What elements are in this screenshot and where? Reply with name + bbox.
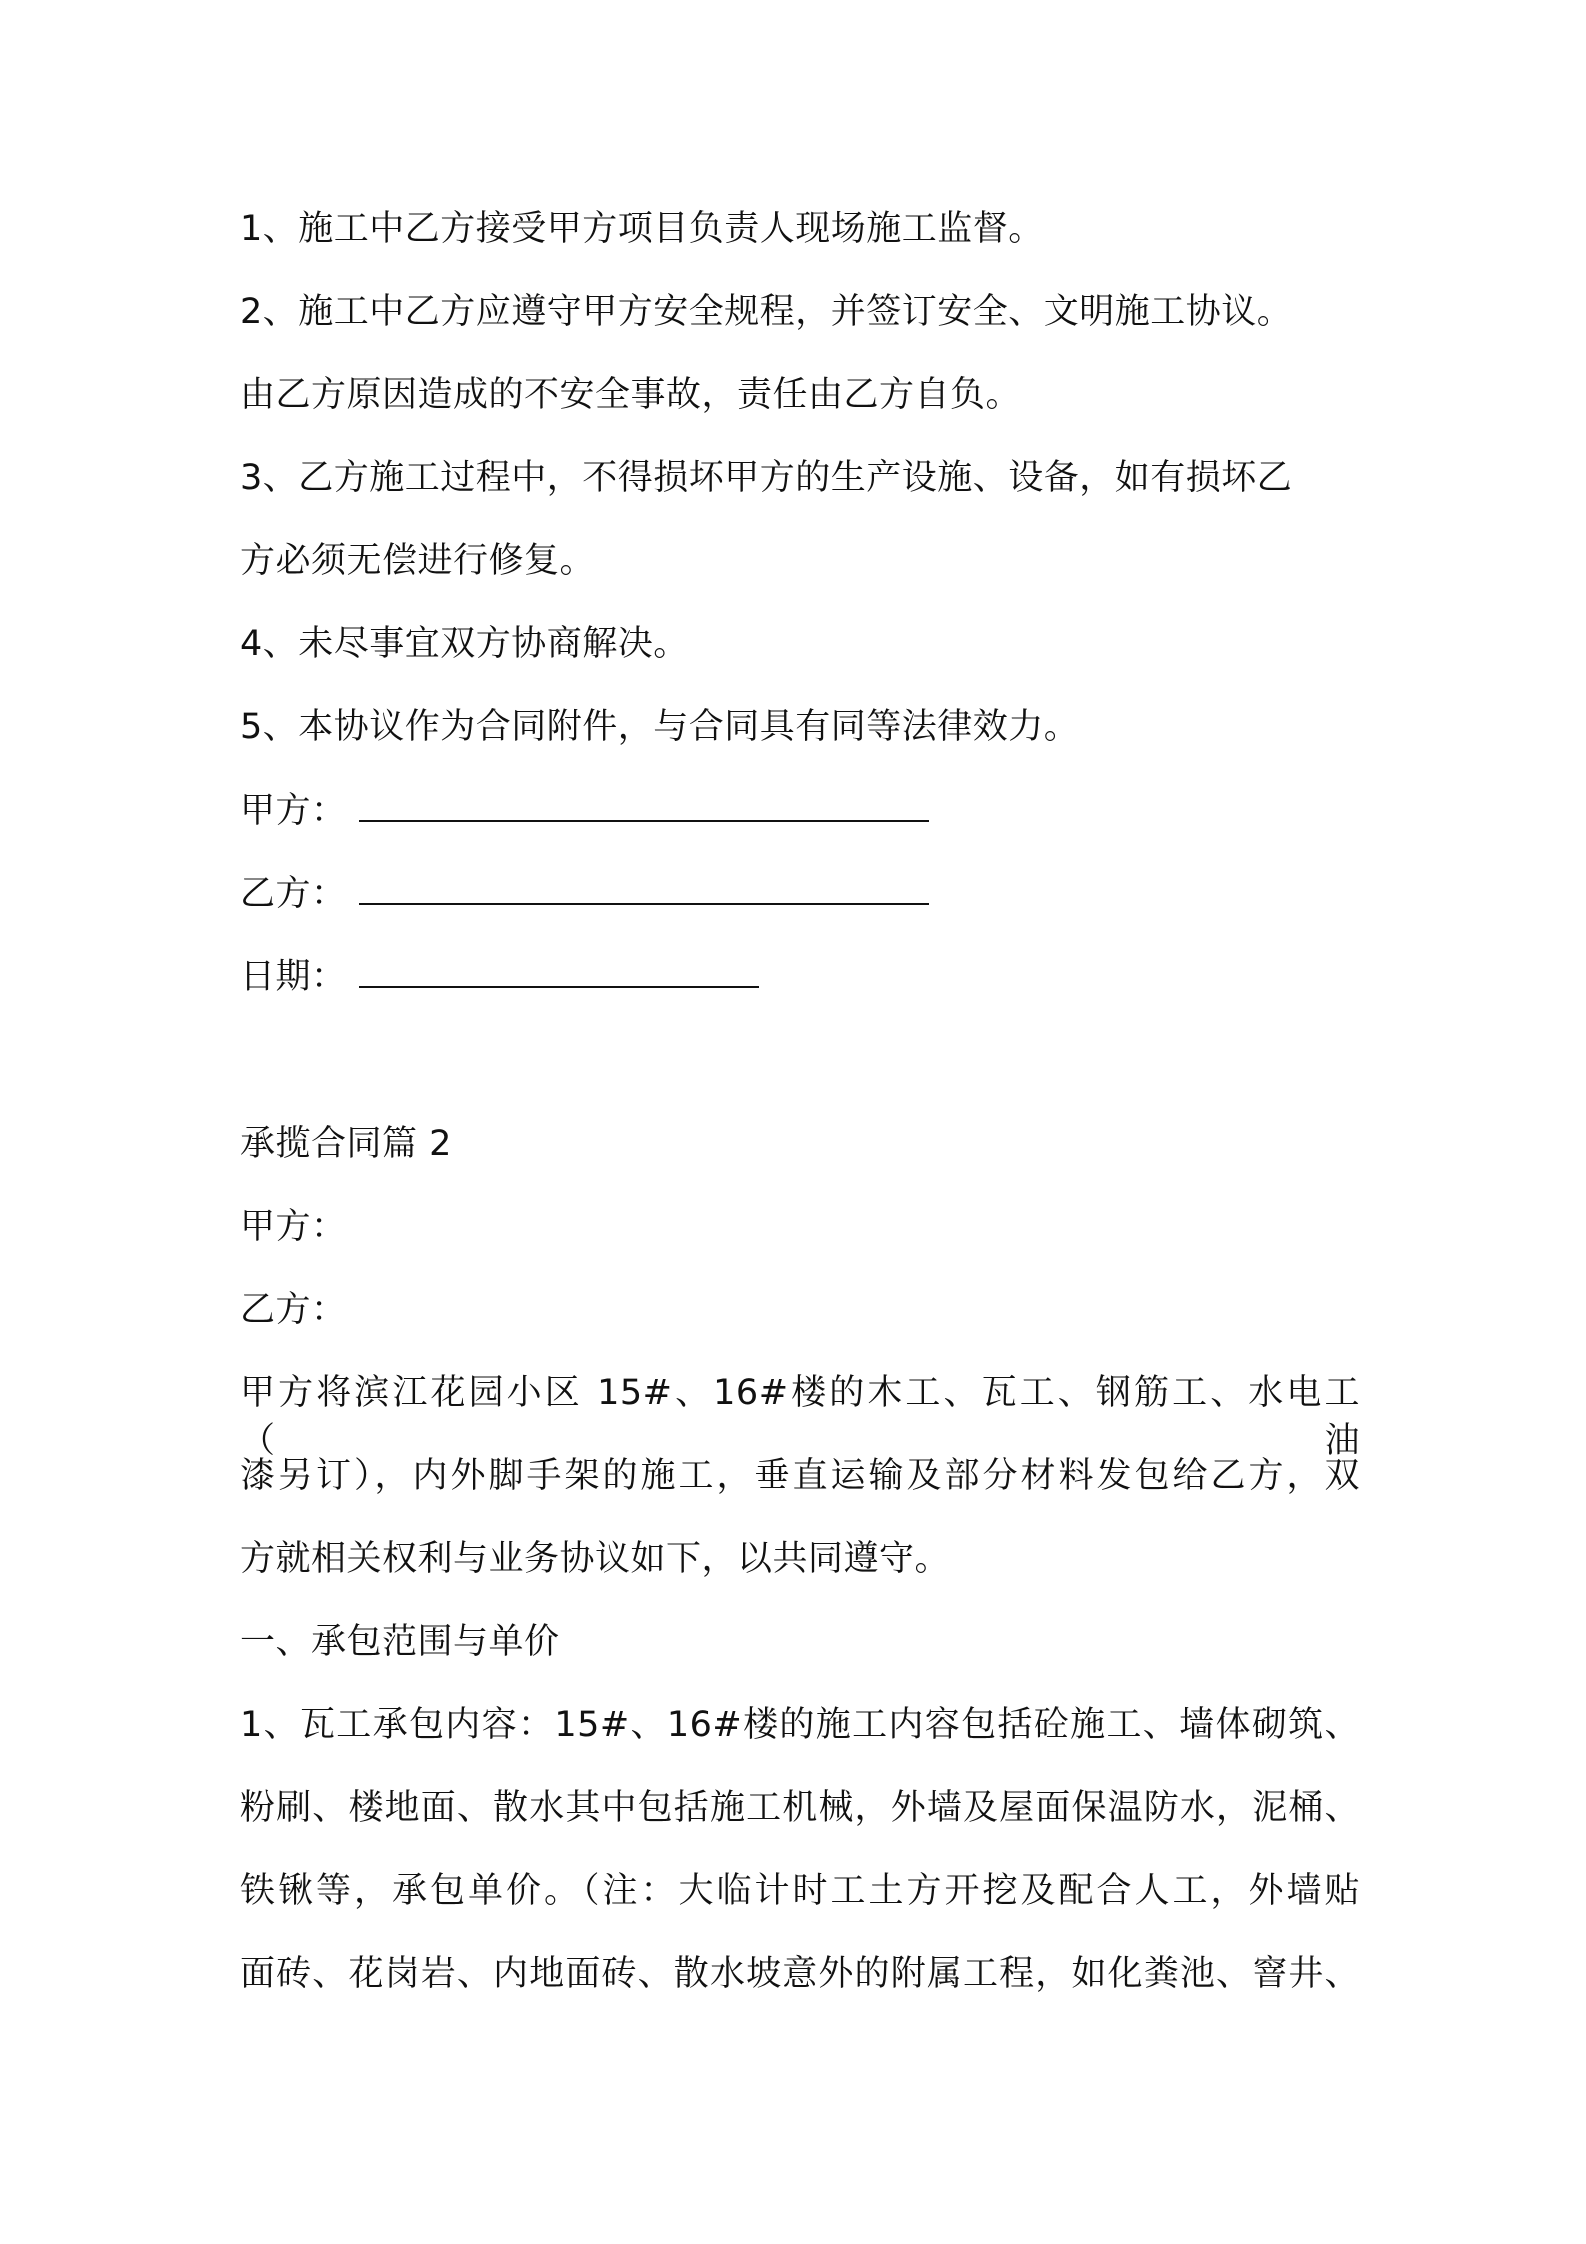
party-b-label: 乙方： <box>240 874 347 914</box>
signature-party-b <box>240 869 1360 918</box>
clause-2-line-2: 由乙方原因造成的不安全事故，责任由乙方自负。 <box>240 375 1022 415</box>
clause-3-line-1: 3、乙方施工过程中，不得损坏甲方的生产设施、设备，如有损坏乙 <box>240 458 1293 498</box>
date-label: 日期： <box>240 957 347 997</box>
item-1-line-1: 1、瓦工承包内容：15#、16#楼的施工内容包括砼施工、墙体砌筑、 <box>240 1705 1360 1745</box>
date-signature-line <box>359 952 759 988</box>
signature-date <box>240 952 1360 1001</box>
heading-scope-and-price: 一、承包范围与单价 <box>240 1622 560 1662</box>
party-b-signature-line <box>359 869 929 905</box>
clause-2-line-1: 2、施工中乙方应遵守甲方安全规程，并签订安全、文明施工协议。 <box>240 292 1293 332</box>
intro-line-1: 甲方将滨江花园小区 15#、16#楼的木工、瓦工、钢筋工、水电工（油 <box>240 1373 1360 1461</box>
item-1-line-2: 粉刷、楼地面、散水其中包括施工机械，外墙及屋面保温防水，泥桶、 <box>240 1788 1360 1828</box>
section-2-title: 承揽合同篇 2 <box>240 1124 452 1164</box>
section-2-party-a: 甲方： <box>240 1207 347 1247</box>
intro-line-3: 方就相关权利与业务协议如下，以共同遵守。 <box>240 1539 951 1579</box>
clause-1: 1、施工中乙方接受甲方项目负责人现场施工监督。 <box>240 209 1044 249</box>
signature-party-a <box>240 786 1360 835</box>
intro-line-2: 漆另订），内外脚手架的施工，垂直运输及部分材料发包给乙方，双 <box>240 1456 1360 1496</box>
item-1-line-4: 面砖、花岗岩、内地面砖、散水坡意外的附属工程，如化粪池、窨井、 <box>240 1954 1360 1994</box>
party-a-signature-line <box>359 786 929 822</box>
party-a-label: 甲方： <box>240 791 347 831</box>
section-2-party-b: 乙方： <box>240 1290 347 1330</box>
item-1-line-3: 铁锹等，承包单价。（注：大临计时工土方开挖及配合人工，外墙贴 <box>240 1871 1360 1911</box>
clause-3-line-2: 方必须无偿进行修复。 <box>240 541 596 581</box>
clause-4: 4、未尽事宜双方协商解决。 <box>240 624 689 664</box>
clause-5: 5、本协议作为合同附件，与合同具有同等法律效力。 <box>240 707 1080 747</box>
